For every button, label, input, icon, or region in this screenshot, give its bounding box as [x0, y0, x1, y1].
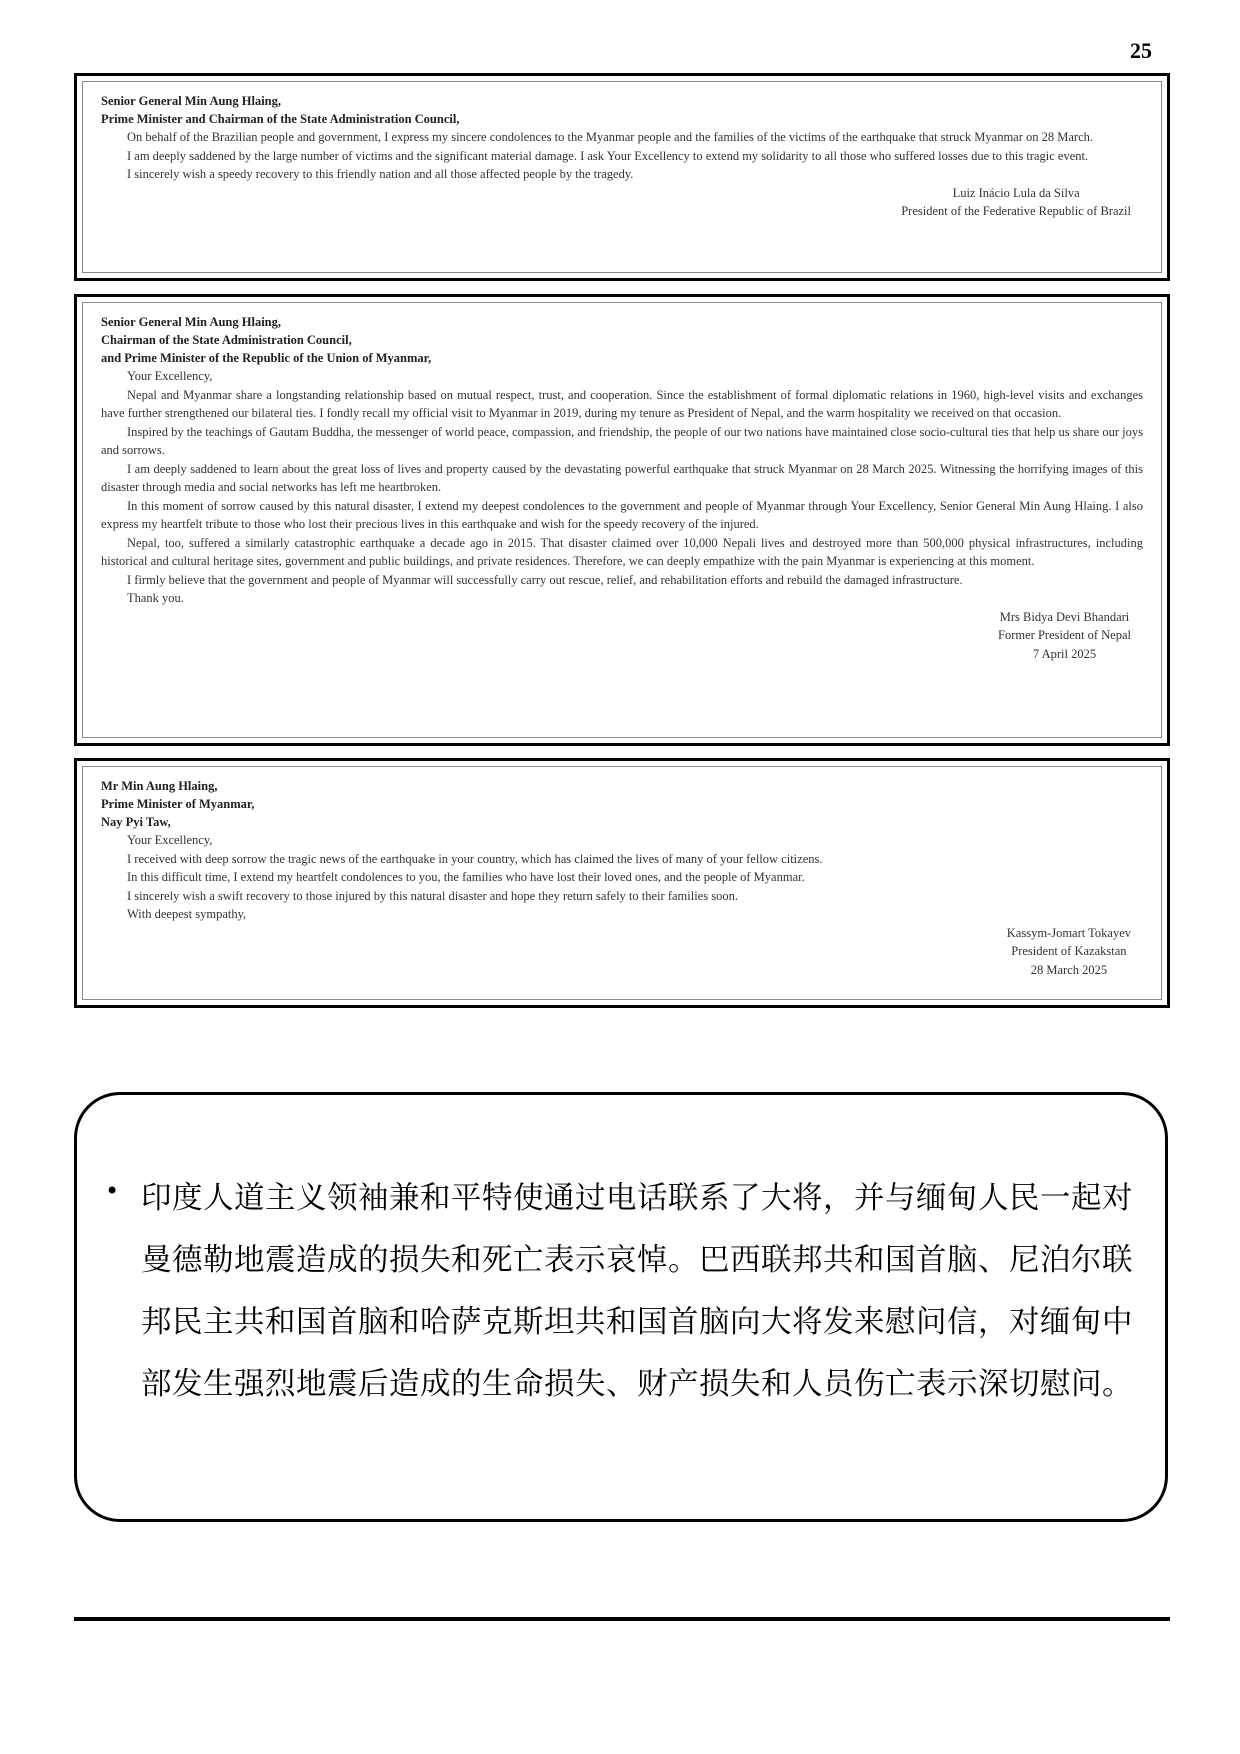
signatory-name: Mrs Bidya Devi Bhandari: [999, 609, 1130, 624]
addressee-line: Prime Minister and Chairman of the State Administration Council,: [101, 112, 460, 126]
condolence-letter-nepal: [74, 294, 1170, 746]
addressee-line: and Prime Minister of the Republic of the Union of Myanmar,: [101, 351, 432, 365]
signature-block: [101, 184, 1143, 221]
letter-paragraph: I am deeply saddened to learn about the great loss of lives and property caused by the devastating powerful earthquake that struck Myanmar on 28 March 2025. Witnessing the horrifying images of this disaster through media and social networks has left me heartbroken.: [101, 461, 1143, 494]
signature-block: [101, 608, 1143, 664]
letter-salutation: Your Excellency,: [127, 369, 213, 383]
letter-paragraph: Inspired by the teachings of Gautam Buddha, the messenger of world peace, compassion, and friendship, the people of our two nations have maintained close socio-cultural ties that help us share our joys and sorrows.: [101, 424, 1143, 457]
page-number: 25: [1130, 38, 1152, 63]
addressee-line: Prime Minister of Myanmar,: [101, 797, 255, 811]
letter-paragraph: I am deeply saddened by the large number of victims and the significant material damage. I ask Your Excellency to extend my solidarity to all those who suffered losses due to this tragic event.: [127, 148, 1089, 163]
letter-paragraph: I firmly believe that the government and people of Myanmar will successfully carry out rescue, relief, and rehabilitation efforts and rebuild the damaged infrastructure.: [127, 572, 963, 587]
letter-paragraph: Nepal, too, suffered a similarly catastrophic earthquake a decade ago in 2015. That disaster claimed over 10,000 Nepali lives and destroyed more than 500,000 physical infrastructures, including historical and cultural heritage sites, government and public buildings, and private residences. Therefore, we can deeply empathize with the pain Myanmar is experiencing at this moment.: [101, 535, 1143, 568]
letter-paragraph: I received with deep sorrow the tragic news of the earthquake in your country, which has claimed the lives of many of your fellow citizens.: [127, 851, 823, 866]
signatory-title: Former President of Nepal: [998, 628, 1131, 642]
addressee-line: Nay Pyi Taw,: [101, 815, 171, 829]
letter-paragraph: On behalf of the Brazilian people and government, I express my sincere condolences to the Myanmar people and the families of the victims of the earthquake that struck Myanmar on 28 March.: [127, 130, 1094, 144]
signatory-title: President of the Federative Republic of Brazil: [901, 204, 1131, 218]
signature-block: [101, 924, 1143, 980]
letter-paragraph: Nepal and Myanmar share a longstanding relationship based on mutual respect, trust, and cooperation. Since the establishment of formal diplomatic relations in 1960, high-level visits and exchanges have further strengthened our bilateral ties. I fondly recall my official visit to Myanmar in 2019, during my tenure as President of Nepal, and the warm hospitality we received on that occasion.: [101, 387, 1143, 420]
letter-closing: Thank you.: [127, 591, 184, 605]
summary-text: 印度人道主义领袖兼和平特使通过电话联系了大将，并与缅甸人民一起对曼德勒地震造成的损失和死亡表示哀悼。巴西联邦共和国首脑、尼泊尔联邦民主共和国首脑和哈萨克斯坦共和国首脑向大将发来慰问信，对缅甸中部发生强烈地震后造成的生命损失、财产损失和人员伤亡表示深切慰问。: [141, 1181, 1133, 1402]
letter-date: 7 April 2025: [1032, 646, 1097, 661]
summary-box: [74, 1092, 1168, 1522]
condolence-letter-kazakhstan: [74, 758, 1170, 1008]
letter-date: 28 March 2025: [1030, 962, 1108, 977]
footer-rule: [74, 1617, 1170, 1621]
letter-paragraph: I sincerely wish a swift recovery to those injured by this natural disaster and hope they return safely to their families soon.: [127, 888, 738, 903]
bullet-icon: •: [105, 1177, 120, 1205]
letter-paragraph: I sincerely wish a speedy recovery to this friendly nation and all those affected people by the tragedy.: [127, 167, 634, 181]
letter-paragraph: In this difficult time, I extend my heartfelt condolences to you, the families who have lost their loved ones, and the people of Myanmar.: [127, 870, 805, 884]
letter-closing: With deepest sympathy,: [127, 907, 247, 921]
letter-salutation: Your Excellency,: [127, 833, 213, 847]
condolence-letter-brazil: [74, 73, 1170, 281]
signatory-name: Kassym-Jomart Tokayev: [1006, 925, 1131, 940]
addressee-line: Senior General Min Aung Hlaing,: [101, 315, 281, 329]
addressee-line: Chairman of the State Administration Council,: [101, 333, 352, 347]
signatory-title: President of Kazakstan: [1011, 944, 1127, 958]
addressee-line: Mr Min Aung Hlaing,: [101, 779, 218, 793]
signatory-name: Luiz Inácio Lula da Silva: [952, 185, 1080, 200]
letter-paragraph: In this moment of sorrow caused by this natural disaster, I extend my deepest condolences to the government and people of Myanmar through Your Excellency, Senior General Min Aung Hlaing. I also express my heartfelt tribute to those who lost their precious lives in this earthquake and wish for the speedy recovery of the injured.: [101, 498, 1143, 531]
addressee-line: Senior General Min Aung Hlaing,: [101, 94, 281, 108]
